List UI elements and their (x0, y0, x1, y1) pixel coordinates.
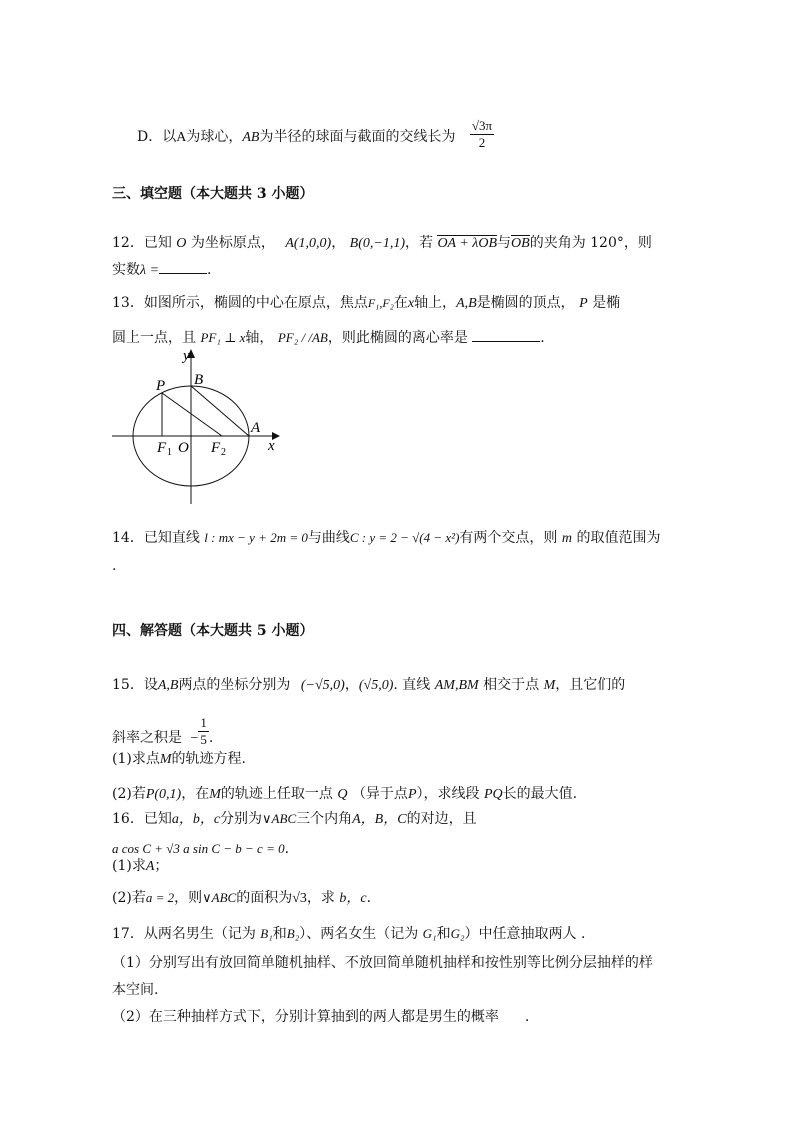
q13-pf2: PF₂ / /AB (277, 330, 328, 345)
q13-line2-text: 圆上一点，且 (112, 330, 196, 346)
option-d-fraction (470, 118, 494, 151)
question-17-part1-cont: 本空间. (112, 982, 159, 998)
q15-text: 两点的坐标分别为 (178, 677, 291, 693)
q15-line2-end: . (208, 730, 214, 746)
q16-part2-text2: ，则 (174, 890, 203, 906)
q16-text3: 的对边，且 (406, 811, 477, 827)
section-title-fill-in: 三、填空题（本大题共 3 小题） (112, 186, 314, 202)
q17-b2: B₂ (286, 926, 300, 941)
q15-part2-q: Q (337, 787, 348, 802)
q13-text3: 轴上， (414, 295, 457, 311)
q15-part2-text3: 的轨迹上任取一点 (220, 786, 333, 802)
question-17-line1 (112, 924, 585, 944)
question-15-line2 (112, 715, 213, 749)
q13-line2-text2: 轴， (245, 330, 274, 346)
q17-text: ）、两名女生（记为 (299, 926, 419, 942)
question-15-line1 (112, 675, 625, 696)
question-17-part1: （1）分别写出有放回简单随机抽样、不放回简单随机抽样和按性别等比例分层抽样的样 (112, 955, 653, 971)
question-13-line1 (112, 293, 620, 314)
q15-part1-text: (1)求点 (112, 751, 160, 767)
q13-text5: 是椭 (592, 295, 621, 311)
ellipse-figure (112, 344, 292, 510)
q15-part2-text: (2)若 (112, 786, 146, 802)
q12-vector-expr: OA + λOB (437, 236, 498, 251)
question-17-part2 (112, 1007, 529, 1027)
label-o: O (178, 440, 189, 456)
fraction-denominator: 5 (200, 732, 207, 747)
q12-text3: 与 (497, 235, 512, 251)
q15-part1-end: 的轨迹方程. (171, 751, 246, 767)
q17-b1: B₁ (260, 926, 273, 941)
section-title-solve: 四、解答题（本大题共 5 小题） (112, 623, 314, 639)
q12-origin: O (176, 236, 187, 251)
q13-text: 13．如图所示，椭圆的中心在原点，焦点 (112, 295, 368, 311)
q17-prefix: 17．从两名男生（记为 (112, 926, 256, 942)
q15-part2-m: M (209, 787, 221, 802)
q16-part2-triangle: ∨ABC (202, 890, 237, 905)
fraction-denominator: 2 (478, 135, 486, 150)
q14-line-eq: l : mx − y + 2m = 0 (204, 530, 308, 545)
option-d-label: D．以 (137, 129, 177, 145)
label-b: B (194, 372, 204, 388)
q15-sep: ， (344, 677, 359, 693)
label-f2-sub: 2 (221, 447, 226, 458)
label-p: P (156, 378, 166, 394)
option-d-text: 为球心， (186, 129, 243, 145)
q16-part1-text: (1)求 (112, 858, 146, 874)
q16-part2-end: . (366, 890, 372, 906)
q13-ab: A,B (456, 296, 477, 311)
q15-part2-p: P(0,1) (145, 787, 182, 802)
q14-text: 与曲线 (307, 530, 350, 546)
q17-g1: G₁ (422, 926, 437, 941)
q16-triangle: ∨ABC (262, 811, 297, 826)
q17-and1: 和 (272, 926, 287, 942)
question-12-line1: 12．已知 O 为坐标原点， A(1,0,0)， B(0,−1,1)，若 OA + λOB与OB的夹角为 120°，则 (112, 235, 652, 251)
q15-text3: 相交于点 (483, 677, 540, 693)
question-14-line1 (112, 528, 660, 549)
q15-fraction (198, 715, 209, 748)
q13-foci: F₁,F₂ (367, 296, 394, 310)
q12-point-b: B(0,−1,1) (349, 236, 405, 251)
label-f1-sub: 1 (167, 447, 172, 458)
q15-text2: . 直线 (393, 677, 431, 693)
q13-text4: 是椭圆的顶点， (476, 295, 575, 311)
q12-vector-ob: OB (511, 236, 530, 251)
question-15-part2 (112, 784, 577, 805)
option-d (137, 118, 494, 151)
answer-blank[interactable] (472, 327, 540, 342)
question-16-part1 (112, 856, 168, 877)
q12-line2-text: 实数 (112, 262, 140, 278)
answer-blank[interactable] (159, 259, 207, 274)
label-a: A (251, 420, 261, 436)
q16-part2-text3: 的面积为 (236, 890, 293, 906)
q15-part2-pp: P (407, 787, 417, 802)
fraction-numerator: 1 (200, 715, 207, 730)
q15-part2-text6: 长的最大值. (502, 786, 578, 802)
q13-line2-text3: ，则此椭圆的离心率是 (327, 330, 468, 346)
label-y: y (183, 348, 190, 364)
q12-lambda: λ = (140, 263, 160, 278)
fraction-numerator: √3π (471, 118, 493, 133)
q17-text2: ）中任意抽取两人 . (464, 926, 586, 942)
label-f2: F (211, 440, 221, 456)
segment-pf2 (162, 393, 222, 436)
q16-equation-end: . (284, 841, 290, 857)
q15-frac-sign: − (190, 731, 199, 746)
question-16-line1 (112, 809, 477, 830)
q17-g2: G₂ (450, 926, 465, 941)
q12-text4: 的夹角为 120°，则 (529, 235, 652, 251)
q16-part2-bc: b，c (339, 891, 367, 906)
q16-part2-eq: a = 2 (145, 890, 175, 905)
q13-p: P (579, 296, 588, 311)
q12-text2: ，若 (404, 235, 433, 251)
option-d-text2: 为半径的球面与截面的交线长为 (259, 129, 456, 145)
q15-point1: (−√5,0) (300, 678, 345, 693)
q15-part2-text5: ），求线段 (416, 786, 480, 802)
q16-angles: A，B，C (352, 812, 407, 827)
q15-prefix: 15．设 (112, 677, 158, 693)
label-f1: F (157, 440, 167, 456)
question-15-part1 (112, 749, 246, 770)
question-12-line2 (112, 259, 211, 281)
option-d-point: A (176, 130, 187, 145)
q15-part2-text2: ，在 (181, 786, 210, 802)
q15-lines: AM,BM (434, 678, 479, 693)
q14-text3: 的取值范围为 (576, 530, 661, 546)
q12-point-a: A(1,0,0) (285, 236, 332, 251)
q16-part1-end: ； (154, 858, 169, 874)
q14-curve-eq: C : y = 2 − √(4 − x²) (349, 530, 460, 545)
q15-part2-text4: （异于点 (351, 786, 408, 802)
q15-m: M (543, 678, 556, 693)
q12-text: 为坐标原点， (190, 235, 275, 251)
q15-part2-pq: PQ (483, 787, 503, 802)
q16-part2-text4: ，求 (306, 890, 335, 906)
q16-text2: 三个内角 (296, 811, 353, 827)
q14-text2: 有两个交点，则 (459, 530, 558, 546)
q15-point2: (√5,0) (358, 678, 394, 693)
q13-text2: 在 (393, 295, 408, 311)
q17-part2-text: （2）在三种抽样方式下，分别计算抽到的两人都是男生的概率 (112, 1009, 499, 1025)
q16-vars: a，b，c (171, 812, 221, 827)
q13-pf1: PF₁ ⊥ x (200, 330, 246, 345)
q12-end: . (207, 262, 212, 278)
option-d-var: AB (242, 130, 260, 145)
q14-prefix: 14．已知直线 (112, 530, 200, 546)
q12-prefix: 12．已知 (112, 235, 172, 251)
q15-ab: A,B (157, 678, 179, 693)
q13-x: x (407, 296, 415, 311)
q16-part2-area: √3 (292, 891, 307, 906)
q16-part1-a: A (145, 859, 155, 874)
question-16-part2 (112, 888, 371, 909)
q16-part2-text: (2)若 (112, 890, 146, 906)
q16-equation: a cos C + √3 a sin C − b − c = 0 (112, 841, 285, 856)
segment-ab (191, 386, 249, 436)
q16-text: 分别为 (220, 811, 263, 827)
q17-part2-end: . (524, 1009, 530, 1025)
question-14-line2: . (112, 558, 117, 574)
q16-prefix: 16．已知 (112, 811, 172, 827)
label-x: x (268, 438, 275, 454)
q15-text4: ，且它们的 (555, 677, 626, 693)
q15-part1-m: M (159, 752, 172, 767)
q14-m: m (561, 531, 572, 546)
q15-line2-text: 斜率之积是 (112, 730, 182, 746)
q17-and2: 和 (436, 926, 451, 942)
q13-end: . (540, 330, 545, 346)
